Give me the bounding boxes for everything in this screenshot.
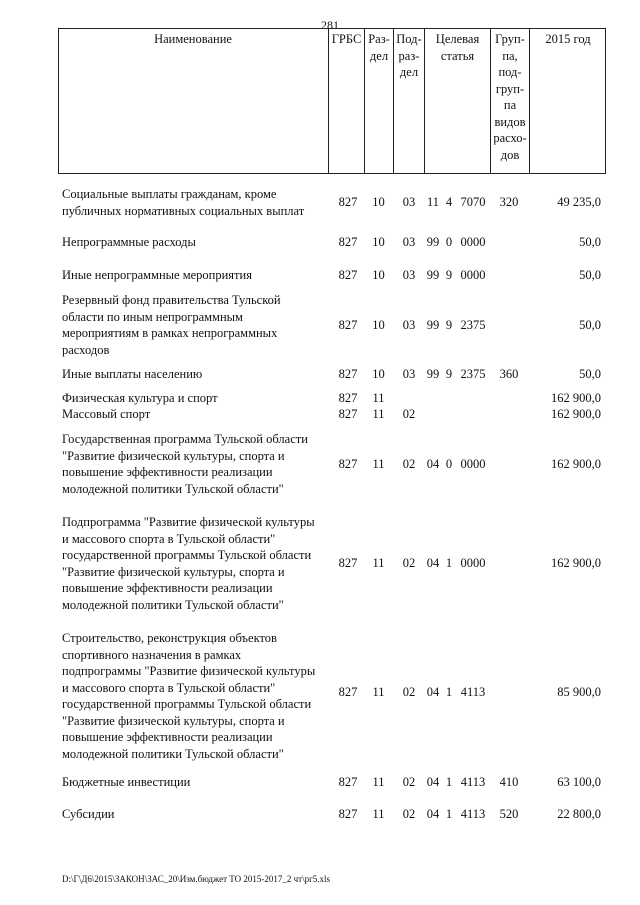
row-amount: 162 900,0 [551,457,601,471]
header-name: Наименование [154,32,232,46]
row-grbs: 827 [338,268,358,282]
row-amount: 50,0 [579,318,601,332]
header-group: Груп- па, под- груп- па видов расхо- дов [493,32,527,162]
row-razdel: 10 [372,268,385,282]
row-amount: 50,0 [579,367,601,381]
row-grbs: 827 [338,556,358,570]
row-razdel: 10 [372,318,385,332]
row-target-subprogram: 1 [445,556,453,570]
row-name: Массовый спорт [62,407,151,421]
row-target-subprogram: 1 [445,807,453,821]
row-target-program: 99 [426,268,440,282]
row-grbs: 827 [338,407,358,421]
row-amount: 49 235,0 [557,195,601,209]
row-target-subprogram: 1 [445,775,453,789]
row-podrazdel: 02 [402,807,416,821]
row-name: Государственная программа Тульской области "Развитие физической культуры, спорта и повышение эффективности реализации молодежной политики Тульской области" [62,432,308,496]
row-grbs: 827 [338,775,358,789]
row-amount: 63 100,0 [557,775,601,789]
row-grbs: 827 [338,318,358,332]
header-year: 2015 год [545,32,591,46]
header-podrazdel: Под- раз- дел [396,32,422,79]
row-grbs: 827 [338,367,358,381]
row-grbs: 827 [338,235,358,249]
row-name: Подпрограмма "Развитие физической культуры и массового спорта в Тульской области" государственной программы Тульской области "Развитие физической культуры, спорта и повышение эффективности реализации молодежной политики Тульской области" [62,515,315,612]
row-name: Физическая культура и спорт [62,391,218,405]
row-expense-group: 410 [499,775,519,789]
row-name: Непрограммные расходы [62,235,196,249]
row-razdel: 11 [372,407,385,421]
row-razdel: 11 [372,457,385,471]
row-target-subprogram: 0 [445,235,453,249]
row-podrazdel: 02 [402,407,416,421]
row-target-program: 04 [426,685,440,699]
row-name: Резервный фонд правительства Тульской области по иным непрограммным мероприятиям в рамках непрограммных расходов [62,293,281,357]
row-target-subprogram: 4 [445,195,453,209]
row-target-code: 4113 [460,775,486,789]
row-target-program: 99 [426,367,440,381]
row-target-code: 2375 [460,318,486,332]
row-name: Иные непрограммные мероприятия [62,268,252,282]
row-target-subprogram: 0 [445,457,453,471]
row-podrazdel: 03 [402,367,416,381]
row-target-code: 4113 [460,807,486,821]
column-divider [529,28,530,174]
row-amount: 162 900,0 [551,556,601,570]
row-target-code: 4113 [460,685,486,699]
row-target-subprogram: 9 [445,268,453,282]
row-razdel: 11 [372,807,385,821]
row-target-program: 04 [426,775,440,789]
row-target-program: 04 [426,807,440,821]
row-podrazdel: 02 [402,457,416,471]
row-amount: 22 800,0 [557,807,601,821]
row-razdel: 11 [372,391,385,405]
row-podrazdel: 03 [402,268,416,282]
row-expense-group: 320 [499,195,519,209]
row-name: Бюджетные инвестиции [62,775,191,789]
row-podrazdel: 03 [402,318,416,332]
row-target-program: 99 [426,235,440,249]
file-path: D:\Г\Д6\2015\ЗАКОН\ЗАС_20\Изм.бюджет ТО 2015-2017_2 чт\рг5.xls [62,874,331,884]
row-target-program: 04 [426,556,440,570]
row-target-subprogram: 1 [445,685,453,699]
row-razdel: 10 [372,235,385,249]
row-amount: 85 900,0 [557,685,601,699]
row-podrazdel: 03 [402,195,416,209]
row-name: Субсидии [62,807,115,821]
row-razdel: 10 [372,195,385,209]
row-grbs: 827 [338,685,358,699]
row-name: Социальные выплаты гражданам, кроме публичных нормативных социальных выплат [62,187,305,218]
row-target-code: 7070 [460,195,486,209]
row-amount: 162 900,0 [551,407,601,421]
row-target-subprogram: 9 [445,367,453,381]
row-target-code: 0000 [460,235,486,249]
column-divider [328,28,329,174]
row-razdel: 11 [372,685,385,699]
row-target-code: 2375 [460,367,486,381]
row-podrazdel: 03 [402,235,416,249]
row-target-subprogram: 9 [445,318,453,332]
row-razdel: 10 [372,367,385,381]
row-name: Строительство, реконструкция объектов спортивного назначения в рамках подпрограммы "Развитие физической культуры и массового спорта в Тульской области" государственной программы Тульской области "Развитие физической культуры, спорта и повышение эффективности реализации молодежной политики Тульской области" [62,631,316,761]
row-grbs: 827 [338,391,358,405]
row-expense-group: 360 [499,367,519,381]
row-target-code: 0000 [460,268,486,282]
row-amount: 50,0 [579,268,601,282]
row-razdel: 11 [372,556,385,570]
row-target-program: 11 [426,195,440,209]
row-razdel: 11 [372,775,385,789]
row-target-code: 0000 [460,457,486,471]
row-target-code: 0000 [460,556,486,570]
row-podrazdel: 02 [402,685,416,699]
row-grbs: 827 [338,807,358,821]
row-amount: 162 900,0 [551,391,601,405]
row-grbs: 827 [338,457,358,471]
row-expense-group: 520 [499,807,519,821]
header-razdel: Раз- дел [368,32,390,63]
row-grbs: 827 [338,195,358,209]
page-number: 281 [321,18,339,32]
row-target-program: 99 [426,318,440,332]
row-amount: 50,0 [579,235,601,249]
header-grbs: ГРБС [331,32,362,46]
row-target-program: 04 [426,457,440,471]
row-name: Иные выплаты населению [62,367,203,381]
row-podrazdel: 02 [402,775,416,789]
row-podrazdel: 02 [402,556,416,570]
header-target-article: Целевая статья [435,32,480,63]
